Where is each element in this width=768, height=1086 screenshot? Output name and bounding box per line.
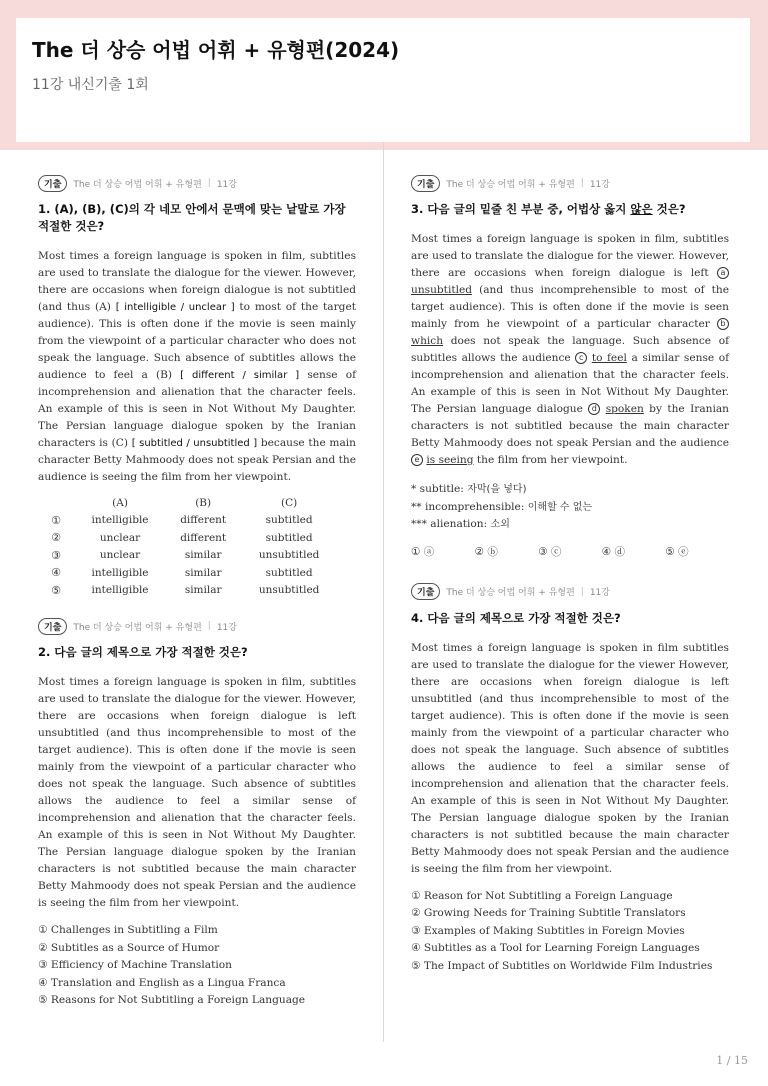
choice-item[interactable] — [411, 958, 729, 976]
answer-row[interactable] — [38, 529, 338, 547]
exam-tag: 기출 — [411, 175, 440, 192]
note-term: *** alienation: — [411, 518, 491, 530]
question-source — [411, 583, 729, 601]
answer-cell: unclear — [99, 549, 141, 562]
answer-option[interactable]: ⑤ ⓔ — [665, 545, 689, 558]
column-divider — [383, 142, 384, 1042]
choice-item[interactable] — [38, 922, 356, 940]
answer-cell: similar — [184, 566, 222, 579]
choice-item[interactable] — [411, 888, 729, 906]
option-number: ① — [51, 513, 61, 527]
underlined-e: is seeing — [426, 454, 474, 466]
answer-cell: intelligible — [91, 514, 149, 527]
passage: Most times a foreign language is spoken in film subtitles are used to translate the dialogue for the viewer However, there are occasions when foreign dialogue is left unsubtitled (and thus incomprehensible to most of the target audience). This is often done if the movie is seen mainly from the viewpoint of a particular character who does not speak the language. Such absence of subtitles allows the audience to feel a similar sense of incomprehension and alienation that the character feels. An example of this is seen in Not Without My Daughter. The Persian language dialogue spoken by the Iranian characters is not subtitled because the main character Betty Mahmoody does not speak Persian and the audience is seeing the film from her viewpoint. — [411, 641, 729, 875]
option-number: ① — [411, 889, 421, 902]
choice-item[interactable] — [411, 940, 729, 958]
question-title: 2. 다음 글의 제목으로 가장 적절한 것은? — [38, 645, 248, 659]
title-text: 것은? — [652, 202, 686, 216]
answer-cell: unsubtitled — [258, 549, 320, 562]
question-1 — [38, 174, 356, 599]
page-subtitle: 11강 내신기출 1회 — [32, 77, 149, 93]
option-number: ⑤ — [411, 959, 421, 972]
option-number: ③ — [51, 548, 61, 562]
question-4 — [411, 583, 729, 976]
option-number: ③ — [411, 924, 421, 937]
vocab-note — [411, 516, 729, 534]
source-lesson: 11강 — [216, 622, 237, 633]
option-number: ① — [38, 924, 48, 936]
exam-tag: 기출 — [38, 175, 67, 192]
answer-option[interactable]: ② ⓑ — [474, 545, 498, 558]
passage-text: a similar sense of incomprehension and alienation that the character feels. An example of this is seen in Not Without My Daughter. The Persian language dialogue — [411, 352, 730, 415]
option-number: ⑤ — [51, 583, 61, 597]
separator: | — [580, 586, 584, 597]
passage-text: sense of incomprehension and alienation that the character feels. An example of this is seen in Not Without My Daughter. The Persian language dialogue spoken by the Iranian characters is (C) — [38, 369, 356, 449]
question-source — [411, 174, 729, 192]
passage-text: (and thus incomprehensible to most of the target audience). This is often done if the movie is seen mainly from he viewpoint of a particular character — [411, 284, 729, 330]
underlined-a: unsubtitled — [411, 284, 473, 296]
option-number: ⑤ — [38, 994, 48, 1006]
answer-options — [411, 544, 729, 559]
answer-table — [38, 494, 338, 599]
separator: | — [580, 178, 584, 188]
passage: Most times a foreign language is spoken in film, subtitles are used to translate the dialogue for the viewer. However, there are occasions when foreign dialogue is left unsubtitled (and thus incomprehensible to most of the target audience). This is often done if the movie is seen mainly from the viewpoint of a particular character who does not speak the language. Such absence of subtitles allows the audience to feel a similar sense of incomprehension and alienation that the character feels. An example of this is seen in Not Without My Daughter. The Persian language dialogue spoken by the Iranian characters is not subtitled because the main character Betty Mahmoody does not speak Persian and the audience is seeing the film from her viewpoint. — [38, 676, 356, 909]
right-column — [411, 174, 729, 975]
option-number: ④ — [38, 976, 48, 989]
passage-text: does not speak the language. Such absence of subtitles allows the audience — [411, 335, 729, 364]
separator: | — [207, 621, 211, 631]
marker-b: b — [717, 318, 729, 330]
choice-text: Subtitles as a Source of Humor — [50, 941, 220, 954]
passage — [38, 248, 356, 486]
choice-item[interactable] — [38, 975, 356, 993]
choice-item[interactable] — [411, 905, 729, 923]
question-title: 1. (A), (B), (C)의 각 네모 안에서 문맥에 맞는 낱말로 가장 적절한 것은? — [38, 202, 346, 233]
column-header: (B) — [195, 496, 212, 509]
passage-text: by the Iranian characters is not subtitled because the main character Betty Mahmoody does not speak Persian and the audience — [411, 403, 729, 449]
question-source — [38, 174, 356, 192]
column-header: (A) — [112, 496, 128, 509]
choice-item[interactable] — [38, 992, 356, 1010]
marker-d: d — [588, 403, 600, 415]
option-number: ② — [38, 941, 48, 954]
option-number: ④ — [51, 566, 61, 580]
choice-text: Subtitles as a Tool for Learning Foreign Languages — [423, 942, 700, 954]
marker-a: a — [717, 267, 729, 279]
page-number: 1 / 15 — [716, 1054, 748, 1067]
answer-cell: different — [180, 514, 227, 527]
title-emphasis: 않은 — [630, 202, 653, 216]
separator: | — [207, 178, 211, 188]
note-meaning: 소외 — [490, 519, 510, 530]
source-book: The 더 상승 어법 어휘 + 유형편 — [73, 622, 202, 633]
question-source — [38, 617, 356, 635]
answer-row[interactable] — [38, 547, 338, 565]
answer-row[interactable] — [38, 582, 338, 600]
answer-option[interactable]: ④ ⓓ — [601, 545, 626, 558]
title-text: 3. 다음 글의 밑줄 친 부분 중, 어법상 옳지 — [411, 202, 631, 216]
left-column — [38, 174, 356, 1010]
note-term: ** incomprehensible: — [411, 500, 528, 513]
passage — [411, 231, 729, 469]
question-title — [411, 201, 729, 218]
passage-text: Most times a foreign language is spoken in film, subtitles are used to translate the dialogue for the viewer. However, there are occasions when foreign dialogue is not subtitled (and thus (A) — [38, 250, 356, 313]
choice-text: Efficiency of Machine Translation — [50, 959, 232, 971]
exam-tag: 기출 — [38, 618, 67, 635]
passage-text: Most times a foreign language is spoken in film, subtitles are used to translate the dialogue for the viewer. However, there are occasions when foreign dialogue is left — [411, 233, 729, 279]
underlined-b: which — [411, 335, 444, 347]
passage-text: because the main character Betty Mahmoody does not speak Persian and the audience is seeing the film from her viewpoint. — [38, 437, 357, 483]
answer-cell: different — [180, 531, 227, 544]
column-header: (C) — [281, 496, 298, 509]
choice-item[interactable] — [38, 957, 356, 975]
choice-text: Challenges in Subtitling a Film — [50, 924, 218, 936]
underlined-c: to feel — [591, 352, 627, 364]
question-2 — [38, 617, 356, 1010]
answer-table-header — [38, 494, 338, 512]
vocab-notes — [411, 481, 729, 534]
passage-text: the film from her viewpoint. — [473, 454, 628, 466]
choice-text: Growing Needs for Training Subtitle Translators — [423, 907, 686, 919]
answer-cell: similar — [184, 549, 222, 562]
marker-c: c — [575, 352, 587, 364]
choice-text: The Impact of Subtitles on Worldwide Film Industries — [423, 959, 713, 972]
choice-text: Reason for Not Subtitling a Foreign Language — [423, 889, 673, 902]
vocab-note — [411, 499, 729, 517]
answer-row[interactable] — [38, 564, 338, 582]
choice-text: Examples of Making Subtitles in Foreign Movies — [423, 924, 685, 937]
option-number: ③ — [38, 959, 48, 971]
answer-cell: unsubtitled — [258, 584, 320, 597]
answer-cell: similar — [184, 584, 222, 597]
answer-cell: subtitled — [265, 531, 313, 544]
answer-option[interactable]: ① ⓐ — [411, 545, 435, 558]
option-number: ② — [411, 907, 421, 919]
note-term: * subtitle: — [411, 483, 468, 495]
option-number: ② — [51, 531, 61, 545]
underlined-d: spoken — [605, 403, 644, 415]
source-lesson: 11강 — [216, 179, 237, 190]
choice-text: Translation and English as a Lingua Franca — [50, 976, 286, 989]
source-book: The 더 상승 어법 어휘 + 유형편 — [446, 179, 575, 190]
source-book: The 더 상승 어법 어휘 + 유형편 — [73, 179, 202, 190]
choice-item[interactable] — [38, 940, 356, 958]
question-title: 4. 다음 글의 제목으로 가장 적절한 것은? — [411, 610, 621, 625]
marker-e: e — [411, 454, 423, 466]
page-title: The 더 상승 어법 어휘 + 유형편(2024) — [32, 38, 400, 62]
passage-text: to most of the target audience). This is often done if the movie is seen mainly from the viewpoint of a particular character who does not speak the language. Such absence of subtitles allows the audience to feel a (B) — [38, 301, 356, 381]
note-meaning: 이해할 수 없는 — [527, 501, 593, 513]
answer-cell: unclear — [99, 531, 141, 544]
choice-box-b: [ different / similar ] — [180, 370, 300, 381]
choice-list — [38, 922, 356, 1010]
option-number: ④ — [411, 942, 421, 954]
choice-list — [411, 888, 729, 976]
source-lesson: 11강 — [589, 588, 610, 598]
answer-cell: intelligible — [91, 566, 149, 579]
vocab-note — [411, 481, 729, 499]
answer-cell: subtitled — [265, 566, 313, 579]
choice-text: Reasons for Not Subtitling a Foreign Language — [50, 994, 306, 1006]
answer-option[interactable]: ③ ⓒ — [538, 545, 562, 558]
source-lesson: 11강 — [589, 179, 610, 190]
choice-box-a: [ intelligible / unclear ] — [115, 302, 235, 313]
exam-tag: 기출 — [411, 583, 440, 600]
answer-cell: subtitled — [265, 514, 313, 527]
choice-item[interactable] — [411, 923, 729, 941]
answer-row[interactable] — [38, 512, 338, 530]
source-book: The 더 상승 어법 어휘 + 유형편 — [446, 588, 575, 598]
choice-box-c: [ subtitled / unsubtitled ] — [131, 438, 258, 449]
question-3 — [411, 174, 729, 559]
answer-cell: intelligible — [91, 584, 149, 597]
note-meaning: 자막(을 넣다) — [467, 484, 527, 495]
